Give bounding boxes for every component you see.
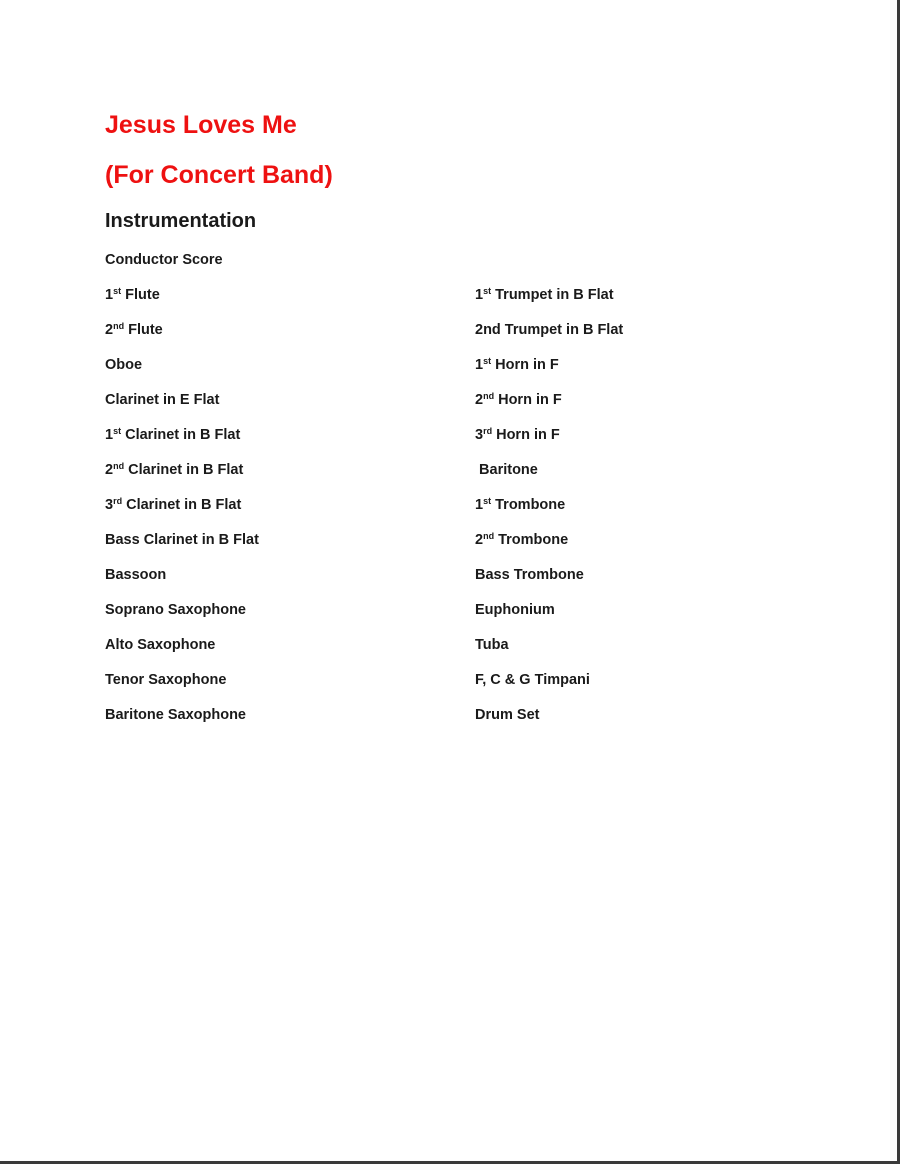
instrument-list-right bbox=[475, 286, 623, 741]
instrument-name: Horn in F bbox=[491, 357, 559, 373]
ordinal-suffix: st bbox=[113, 286, 122, 296]
instrument-name: Clarinet in B Flat bbox=[124, 462, 244, 478]
ordinal-suffix: nd bbox=[113, 321, 125, 331]
ordinal-suffix: rd bbox=[113, 496, 123, 506]
instrument-name: Clarinet in B Flat bbox=[122, 497, 242, 513]
ordinal-suffix: nd bbox=[483, 531, 495, 541]
instrument-item bbox=[475, 426, 623, 461]
instrument-item bbox=[475, 706, 623, 741]
instrument-item bbox=[475, 566, 623, 601]
ordinal-suffix: st bbox=[483, 286, 492, 296]
instrument-name: Oboe bbox=[105, 357, 143, 373]
instrument-name: Trumpet in B Flat bbox=[491, 287, 614, 303]
ordinal-suffix: st bbox=[483, 496, 492, 506]
instrument-item bbox=[475, 601, 623, 636]
instrument-item bbox=[475, 636, 623, 671]
ordinal-number: 1 bbox=[105, 287, 114, 303]
instrument-list-left bbox=[105, 286, 259, 741]
instrument-name: Alto Saxophone bbox=[105, 637, 216, 653]
instrument-item bbox=[105, 426, 259, 461]
instrument-item bbox=[475, 461, 623, 496]
instrument-item bbox=[105, 496, 259, 531]
instrument-name: Bass Trombone bbox=[475, 567, 584, 583]
instrument-name: Tenor Saxophone bbox=[105, 672, 227, 688]
instrument-name: Horn in F bbox=[494, 392, 562, 408]
instrument-item bbox=[105, 636, 259, 671]
ordinal-number: 1 bbox=[105, 427, 114, 443]
ordinal-number: 2 bbox=[475, 392, 484, 408]
instrument-name: Trombone bbox=[494, 532, 569, 548]
instrument-item bbox=[475, 496, 623, 531]
instrument-name: Bass Clarinet in B Flat bbox=[105, 532, 259, 548]
instrument-name: Baritone Saxophone bbox=[105, 707, 246, 723]
instrument-item bbox=[105, 286, 259, 321]
ordinal-suffix: st bbox=[113, 426, 122, 436]
instrument-name: Horn in F bbox=[492, 427, 560, 443]
ordinal-number: 3 bbox=[475, 427, 484, 443]
instrument-name: Clarinet in E Flat bbox=[105, 392, 220, 408]
instrument-item bbox=[105, 531, 259, 566]
ordinal-number: 3 bbox=[105, 497, 114, 513]
instrument-name: Flute bbox=[121, 287, 160, 303]
instrument-item bbox=[475, 356, 623, 391]
ordinal-number: 1 bbox=[475, 497, 484, 513]
instrument-item bbox=[105, 601, 259, 636]
instrument-name: Euphonium bbox=[475, 602, 555, 618]
instrument-name: 2nd Trumpet in B Flat bbox=[475, 322, 624, 338]
ordinal-number: 1 bbox=[475, 287, 484, 303]
document-subtitle: (For Concert Band) bbox=[105, 161, 333, 189]
instrument-name: F, C & G Timpani bbox=[475, 672, 590, 688]
instrument-item bbox=[105, 671, 259, 706]
conductor-score-item: Conductor Score bbox=[105, 252, 223, 268]
instrument-item bbox=[475, 286, 623, 321]
ordinal-number: 2 bbox=[105, 462, 114, 478]
ordinal-suffix: nd bbox=[483, 391, 495, 401]
instrument-item bbox=[475, 391, 623, 426]
ordinal-number: 2 bbox=[105, 322, 114, 338]
instrument-name: Flute bbox=[124, 322, 163, 338]
instrument-name: Clarinet in B Flat bbox=[121, 427, 241, 443]
ordinal-number: 1 bbox=[475, 357, 484, 373]
instrumentation-heading: Instrumentation bbox=[105, 210, 257, 232]
instrument-item bbox=[105, 356, 259, 391]
ordinal-suffix: rd bbox=[483, 426, 493, 436]
instrument-name: Bassoon bbox=[105, 567, 167, 583]
ordinal-suffix: nd bbox=[113, 461, 125, 471]
instrument-item bbox=[105, 566, 259, 601]
instrument-name: Tuba bbox=[475, 637, 509, 653]
instrument-item bbox=[105, 391, 259, 426]
instrument-item bbox=[105, 321, 259, 356]
instrument-item bbox=[105, 461, 259, 496]
instrument-item bbox=[475, 531, 623, 566]
instrument-item bbox=[475, 671, 623, 706]
instrument-item bbox=[475, 321, 623, 356]
instrument-name: Trombone bbox=[491, 497, 566, 513]
instrument-name: Baritone bbox=[475, 462, 538, 478]
instrument-item bbox=[105, 706, 259, 741]
instrument-name: Drum Set bbox=[475, 707, 540, 723]
ordinal-suffix: st bbox=[483, 356, 492, 366]
instrument-name: Soprano Saxophone bbox=[105, 602, 246, 618]
document-title: Jesus Loves Me bbox=[105, 111, 297, 139]
ordinal-number: 2 bbox=[475, 532, 484, 548]
